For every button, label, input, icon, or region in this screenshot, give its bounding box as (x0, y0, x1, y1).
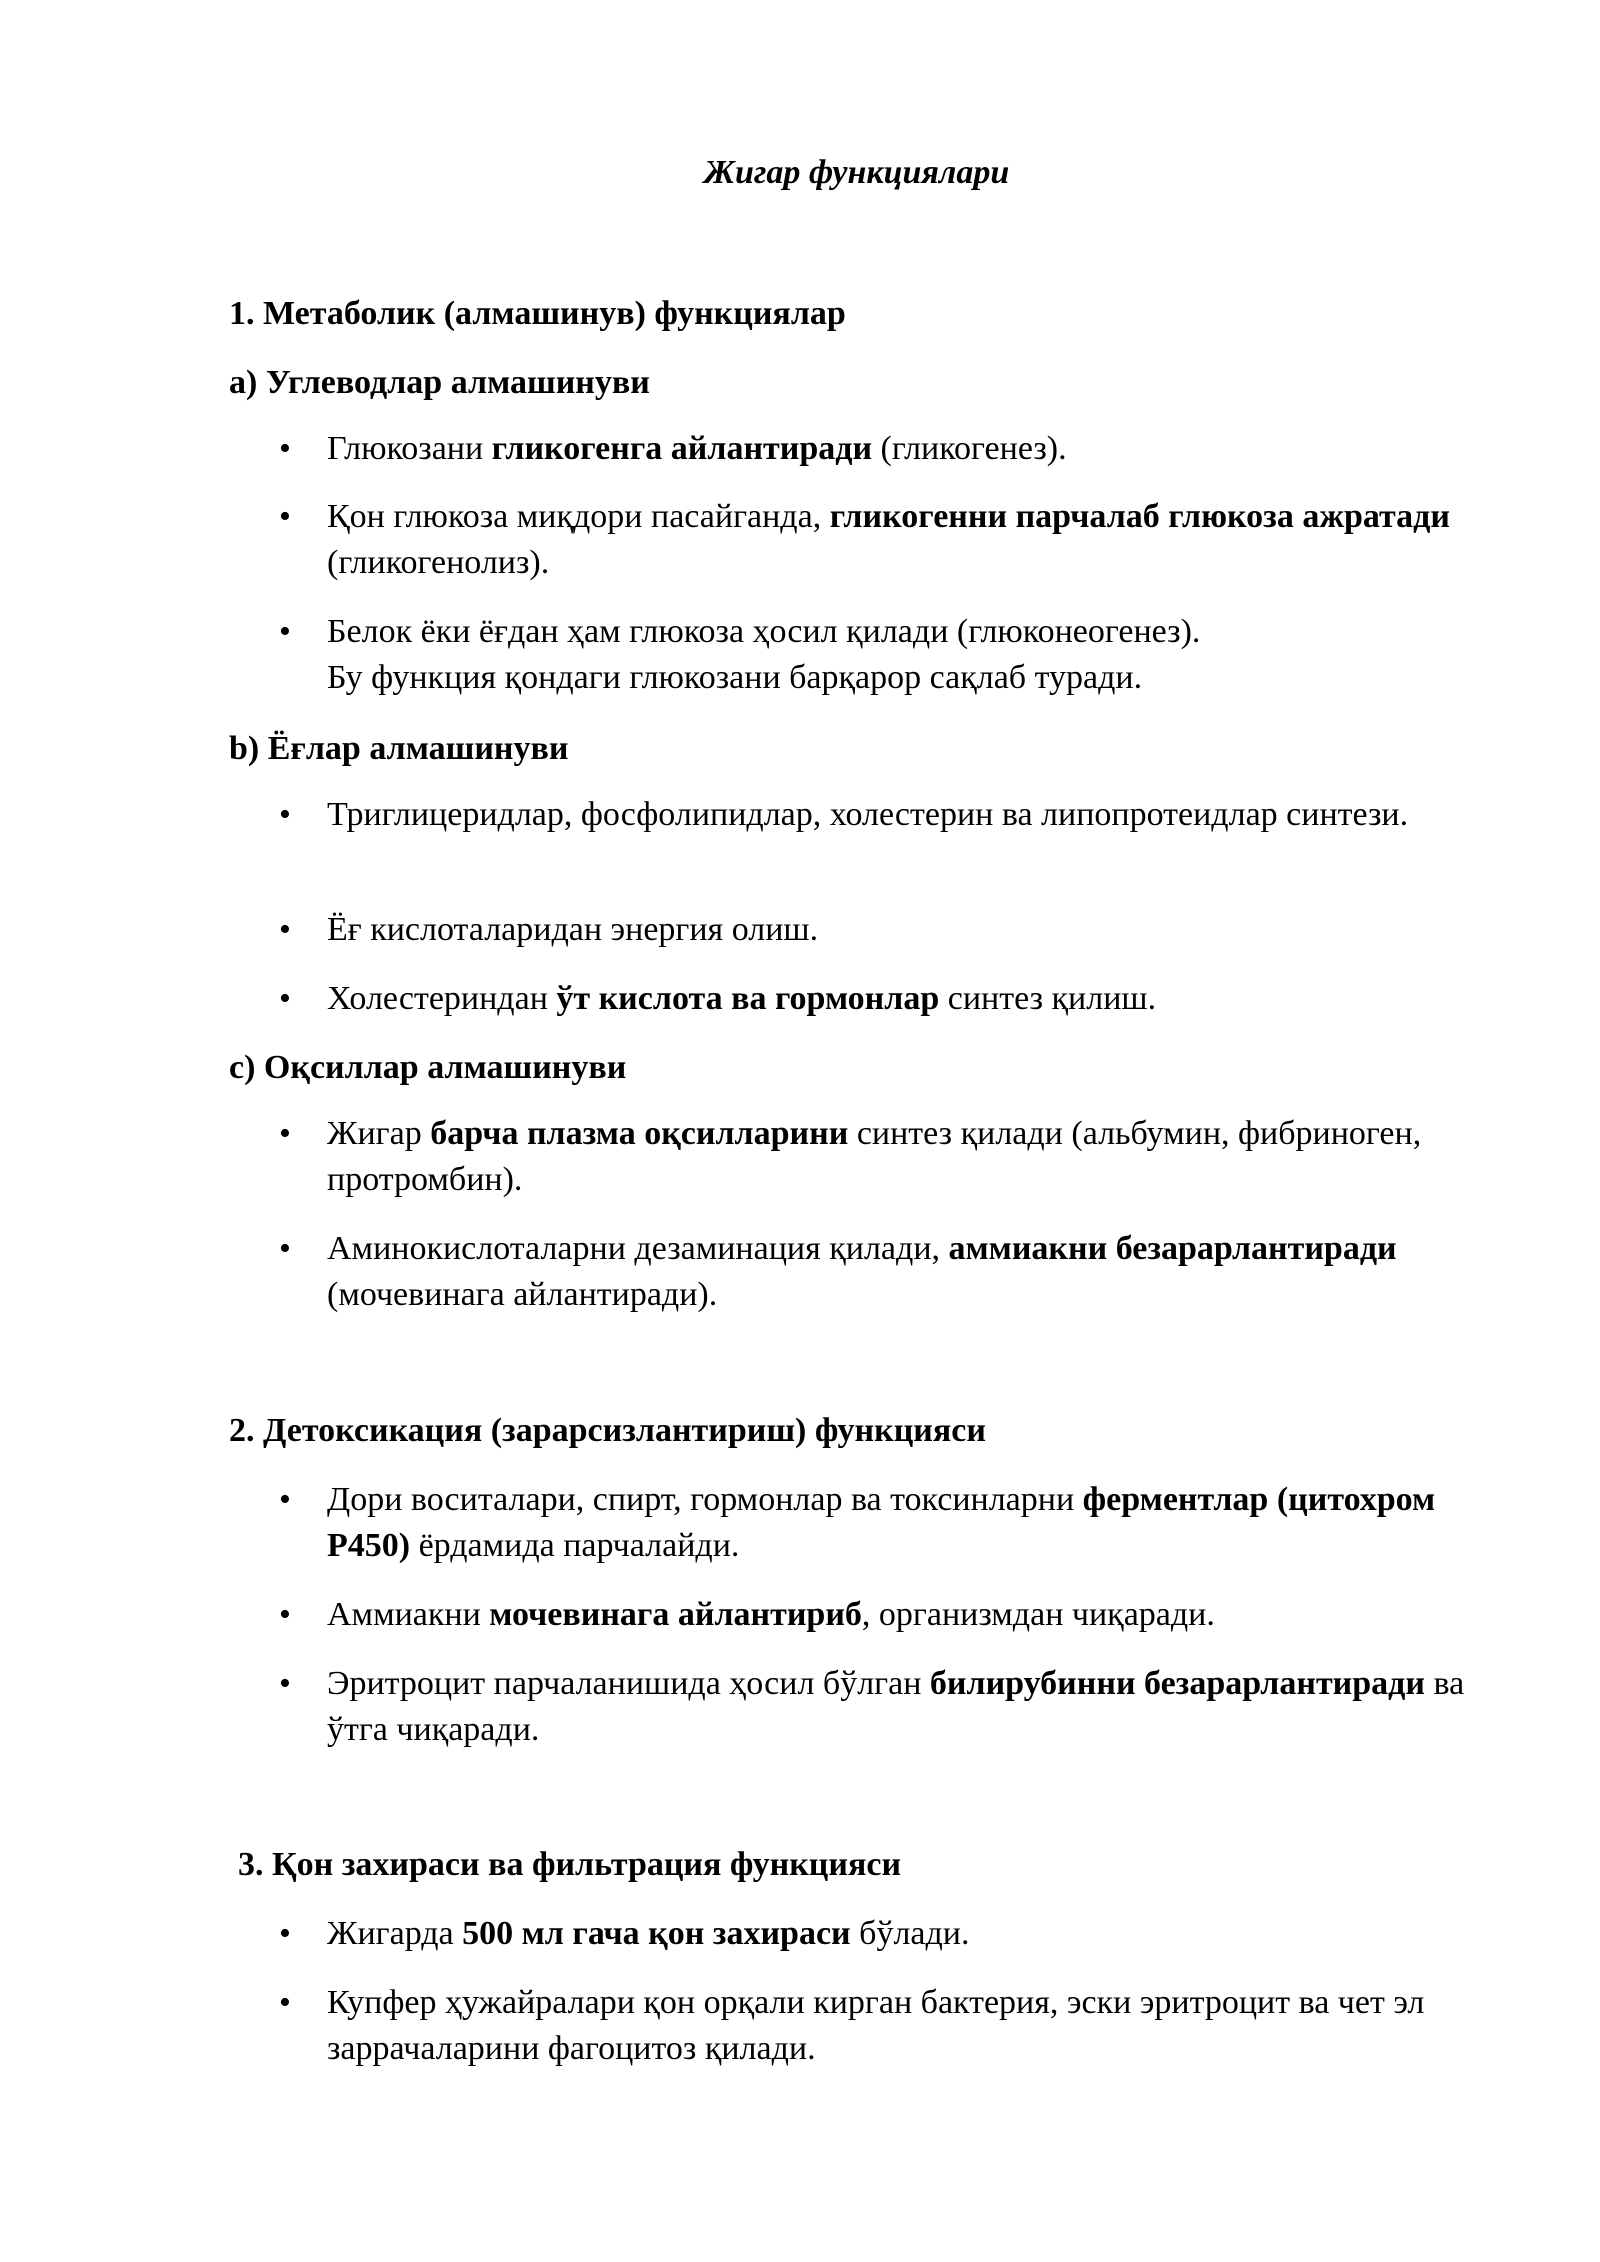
bullet-icon: • (279, 1230, 291, 1267)
list-item: • Белок ёки ёғдан ҳам глюкоза ҳосил қилади (глюконеогенез). Бу функция қондаги глюкозани барқарор сақлаб туради. (327, 609, 1467, 701)
list-item: • Дори воситалари, спирт, гормонлар ва токсинларни ферментлар (цитохром P450) ёрдамида парчалайди. (327, 1477, 1467, 1569)
bullet-icon: • (279, 911, 291, 948)
document-title: Жигар функциялари (703, 154, 1010, 191)
bullet-icon: • (279, 1481, 291, 1518)
list-item: • Глюкозани гликогенга айлантиради (гликогенез). (327, 426, 1467, 472)
section-2-heading: 2. Детоксикация (зарарсизлантириш) функцияси (229, 1412, 986, 1449)
section-3-heading: 3. Қон захираси ва фильтрация функцияси (238, 1846, 902, 1883)
bullet-icon: • (279, 498, 291, 535)
list-item: • Эритроцит парчаланишида ҳосил бўлган билирубинни безарарлантиради ва ўтга чиқаради. (327, 1661, 1467, 1753)
bullet-icon: • (279, 1915, 291, 1952)
section-1-heading: 1. Метаболик (алмашинув) функциялар (229, 295, 846, 332)
list-item: • Ёғ кислоталаридан энергия олиш. (327, 907, 1467, 953)
bullet-icon: • (279, 1596, 291, 1633)
bullet-icon: • (279, 1665, 291, 1702)
bullet-icon: • (279, 430, 291, 467)
list-item: • Жигарда 500 мл гача қон захираси бўлади. (327, 1911, 1467, 1957)
list-item: • Аммиакни мочевинага айлантириб, организмдан чиқаради. (327, 1592, 1467, 1638)
list-item: • Холестериндан ўт кислота ва гормонлар синтез қилиш. (327, 976, 1467, 1022)
bullet-icon: • (279, 613, 291, 650)
list-item: • Триглицеридлар, фосфолипидлар, холестерин ва липопротеидлар синтези. (327, 792, 1467, 838)
bullet-icon: • (279, 1984, 291, 2021)
list-item: • Купфер ҳужайралари қон орқали кирган бактерия, эски эритроцит ва чет эл заррачаларини фагоцитоз қилади. (327, 1980, 1467, 2072)
list-item: • Аминокислоталарни дезаминация қилади, аммиакни безарарлантиради (мочевинага айлантиради). (327, 1226, 1467, 1318)
subsection-a-heading: a) Углеводлар алмашинуви (229, 364, 650, 401)
subsection-b-heading: b) Ёғлар алмашинуви (229, 730, 569, 767)
subsection-c-heading: c) Оқсиллар алмашинуви (229, 1049, 627, 1086)
bullet-icon: • (279, 980, 291, 1017)
bullet-icon: • (279, 1115, 291, 1152)
list-item: • Қон глюкоза миқдори пасайганда, гликогенни парчалаб глюкоза ажратади (гликогенолиз). (327, 494, 1467, 586)
bullet-icon: • (279, 796, 291, 833)
list-item: • Жигар барча плазма оқсилларини синтез қилади (альбумин, фибриноген, протромбин). (327, 1111, 1467, 1203)
